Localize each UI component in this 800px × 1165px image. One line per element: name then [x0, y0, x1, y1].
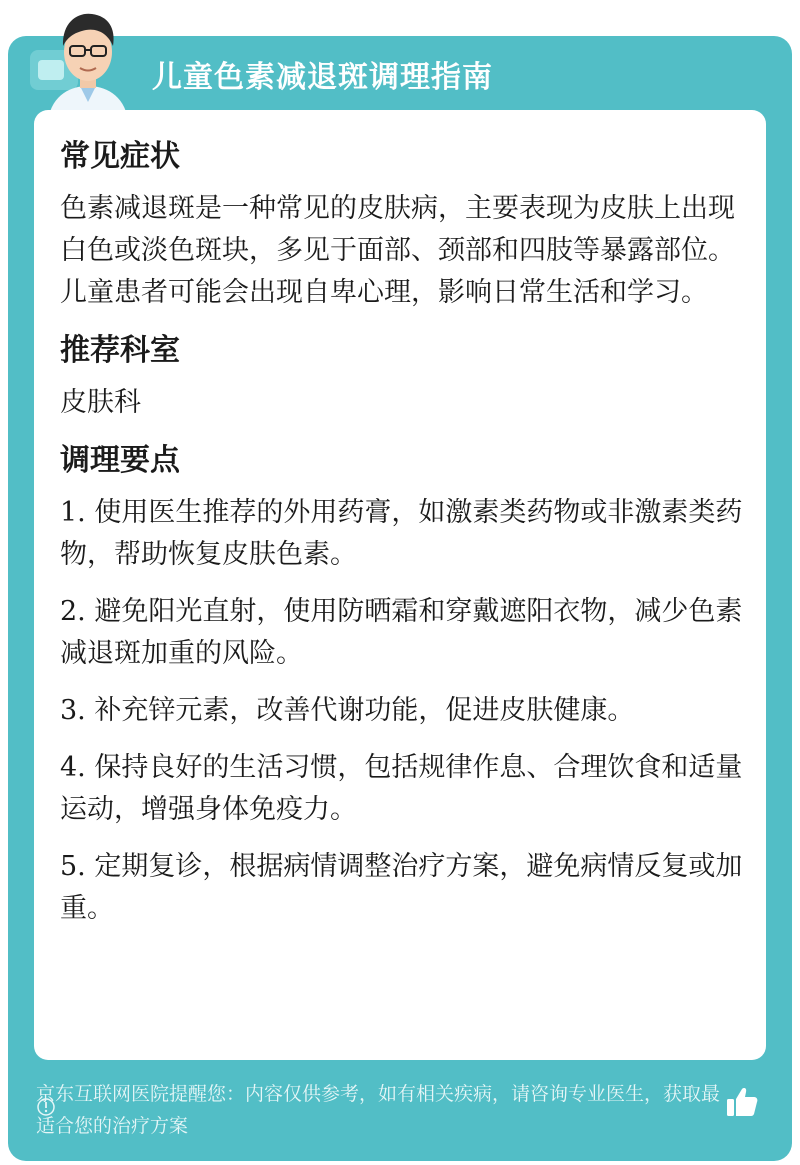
symptoms-section	[60, 134, 750, 314]
symptoms-heading: 常见症状	[60, 139, 180, 174]
list-item-text: 补充锌元素，改善代谢功能，促进皮肤健康。	[94, 695, 635, 726]
tips-list	[60, 492, 750, 930]
tips-heading: 调理要点	[60, 443, 180, 478]
symptoms-text: 色素减退斑是一种常见的皮肤病，主要表现为皮肤上出现白色或淡色斑块，多见于面部、颈部和四肢等暴露部位。儿童患者可能会出现自卑心理，影响日常生活和学习。	[60, 193, 735, 308]
thumbs-up-icon[interactable]	[724, 1084, 760, 1120]
disclaimer-text: 京东互联网医院提醒您：内容仅供参考，如有相关疾病，请咨询专业医生，获取最适合您的治疗方案	[36, 1083, 721, 1137]
list-item-text: 定期复诊，根据病情调整治疗方案，避免病情反复或加重。	[60, 851, 743, 924]
list-item	[60, 690, 750, 732]
doctor-avatar-icon	[28, 2, 148, 120]
list-item	[60, 591, 750, 675]
list-item	[60, 492, 750, 576]
list-item-text: 保持良好的生活习惯，包括规律作息、合理饮食和适量运动，增强身体免疫力。	[60, 752, 743, 825]
list-item-number: 3.	[60, 695, 86, 726]
list-item	[60, 747, 750, 831]
content-card	[34, 110, 766, 1060]
department-section	[60, 328, 750, 424]
list-item-text: 避免阳光直射，使用防晒霜和穿戴遮阳衣物，减少色素减退斑加重的风险。	[60, 596, 743, 669]
department-text: 皮肤科	[60, 387, 141, 418]
tips-section	[60, 438, 750, 930]
page-title: 儿童色素减退斑调理指南	[152, 60, 493, 95]
list-item-number: 4.	[60, 752, 86, 783]
list-item	[60, 846, 750, 930]
department-heading: 推荐科室	[60, 333, 180, 368]
list-item-number: 1.	[60, 497, 86, 528]
list-item-number: 2.	[60, 596, 86, 627]
list-item-text: 使用医生推荐的外用药膏，如激素类药物或非激素类药物，帮助恢复皮肤色素。	[60, 497, 743, 570]
list-item-number: 5.	[60, 851, 86, 882]
